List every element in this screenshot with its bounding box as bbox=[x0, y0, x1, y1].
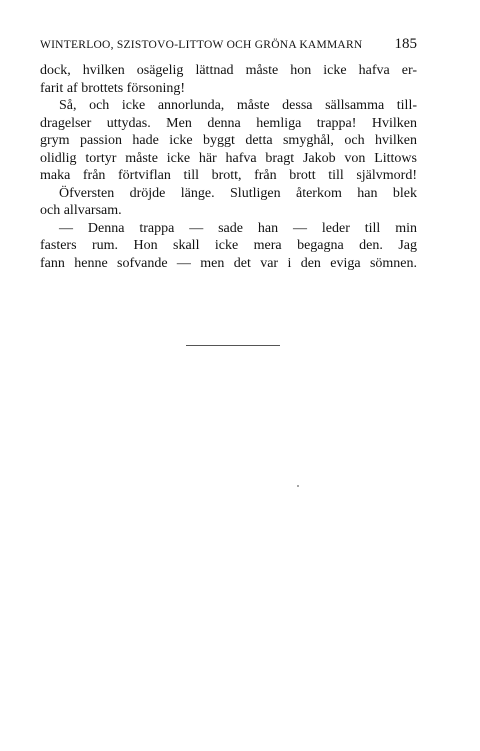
text-line: grym passion hade icke byggt detta smyghål, och hvilken bbox=[40, 133, 417, 148]
text-line: och allvarsam. bbox=[40, 203, 122, 218]
text-line: fasters rum. Hon skall icke mera begagna den. Jag bbox=[40, 238, 417, 253]
text-line: Öfversten dröjde länge. Slutligen återkom han blek bbox=[59, 185, 417, 201]
text-line: Så, och icke annorlunda, måste dessa sällsamma till- bbox=[59, 98, 417, 113]
text-line: fann henne sofvande — men det var i den eviga sömnen. bbox=[40, 255, 417, 271]
page-number: 185 bbox=[394, 36, 417, 52]
section-divider bbox=[186, 345, 280, 346]
text-line: dragelser uttydas. Men denna hemliga trappa! Hvilken bbox=[40, 115, 417, 131]
running-title: WINTERLOO, SZISTOVO-LITTOW OCH GRÖNA KAMMARN bbox=[40, 39, 363, 51]
text-line: dock, hvilken osägelig lättnad måste hon icke hafva er- bbox=[40, 63, 417, 78]
text-line: maka från förtviflan till brott, från brott till självmord! bbox=[40, 168, 417, 183]
text-line: olidlig tortyr måste icke här hafva bragt Jakob von Littows bbox=[40, 150, 417, 166]
body-text bbox=[40, 62, 417, 272]
text-line: — Denna trappa — sade han — leder till min bbox=[59, 220, 417, 236]
paper-speck bbox=[297, 485, 299, 487]
text-line: farit af brottets försoning! bbox=[40, 80, 186, 96]
running-header bbox=[40, 36, 417, 54]
